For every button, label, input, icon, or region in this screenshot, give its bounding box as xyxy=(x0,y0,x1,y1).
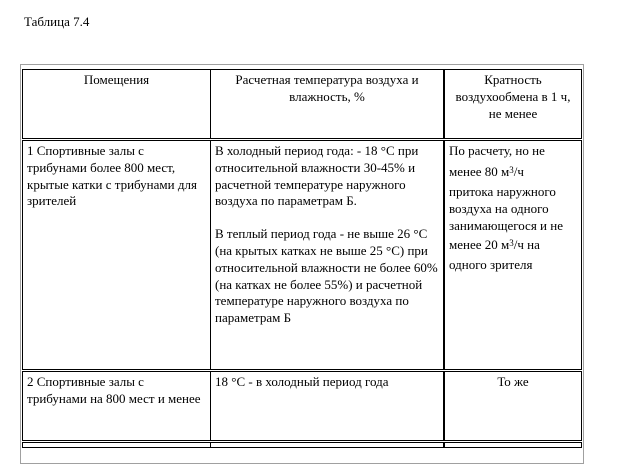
table-row-3-room xyxy=(22,442,211,448)
row-1-params-warm: В теплый период года - не выше 26 °С (на крытых катках не выше 25 °С) при относительной влажности не более 60% (на катках не более 55%) и расчетной температуре наружного воздуха по параметрам Б xyxy=(215,226,438,326)
table-row-3-rate xyxy=(444,442,582,448)
rate-per-hour-1: /ч xyxy=(513,164,524,179)
rate-per-hour-2: /ч на xyxy=(513,237,540,253)
row-2-rate-text: То же xyxy=(497,374,529,389)
rate-exp-2: 3 xyxy=(509,238,514,249)
rate-line-1: По расчету, но не xyxy=(449,143,545,158)
rate-min-80: менее 80 xyxy=(449,164,498,179)
header-rate-label: Кратность воздухообмена в 1 ч, не менее xyxy=(455,72,571,121)
table-row-2-rate xyxy=(444,371,582,441)
rate-line-3: притока наружного воздуха на одного занимающегося и не xyxy=(449,184,563,233)
row-2-params-text: 18 °С - в холодный период года xyxy=(215,374,389,389)
header-params-label: Расчетная температура воздуха и влажность, % xyxy=(235,72,419,104)
table-row-1-params xyxy=(210,140,444,370)
rate-unit-2: м xyxy=(501,237,510,253)
row-1-room-text: 1 Спортивные залы с трибунами более 800 мест, крытые катки с трибунами для зрителей xyxy=(27,143,197,209)
row-2-room-text: 2 Спортивные залы с трибунами на 800 мест и менее xyxy=(27,374,201,406)
rate-exp-1: 3 xyxy=(509,165,514,175)
row-1-params-cold: В холодный период года: - 18 °С при относительной влажности 30-45% и расчетной температуре наружного воздуха по параметрам Б. xyxy=(215,143,419,209)
rate-line-2 xyxy=(449,161,577,184)
rate-line-5: одного зрителя xyxy=(449,257,533,273)
header-rate xyxy=(444,69,582,139)
header-rooms-label: Помещения xyxy=(83,72,150,87)
table-row-2-room xyxy=(22,371,211,441)
header-rooms xyxy=(22,69,211,139)
rate-min-20: менее 20 xyxy=(449,237,498,253)
table-row-2-params xyxy=(210,371,444,441)
table-row-1-room xyxy=(22,140,211,370)
rate-unit-1: м xyxy=(501,164,510,179)
header-params xyxy=(210,69,444,139)
table-row-3-params xyxy=(210,442,444,448)
table-row-1-rate xyxy=(444,140,582,370)
table-caption: Таблица 7.4 xyxy=(24,14,90,29)
rate-line-4 xyxy=(449,234,577,257)
